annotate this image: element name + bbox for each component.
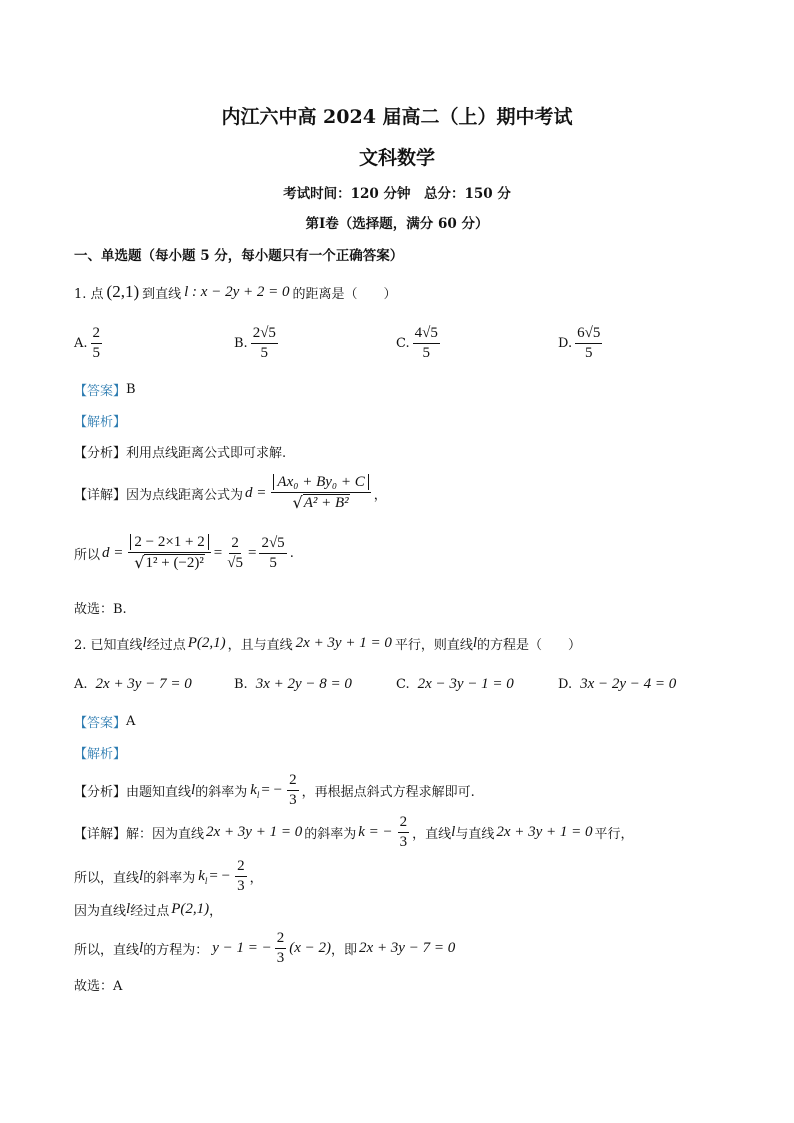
detail-line: 2x + 3y + 1 = 0 [496,824,593,840]
analysis-tag: 【解析】 [74,415,127,430]
q1-so: 所以 d = 2 − 2×1 + 2 √ 1² + (−2)² = $\frac{2}{√5}$ = $\frac{2√5}{5}$ . [74,534,294,572]
detail-text: 解：因为直线 [126,827,205,842]
var-k: k [198,867,205,884]
option-label: A. [74,336,88,351]
answer-value: A [126,714,136,729]
var-k: k [250,781,257,798]
neg-equals: = − [261,782,283,798]
so-numerator: 2 − 2×1 + 2 [130,534,208,550]
analysis-tag: 【解析】 [74,747,127,762]
detail-tag: 【详解】 [74,488,127,503]
so1-text: 的斜率为 [143,871,196,886]
exam-info: 考试时间：120 分钟 总分：150 分 [283,186,511,202]
mid-numerator: 2 [229,535,241,554]
answer-value: B [126,382,136,397]
option-denominator: 5 [260,345,269,361]
q2-analysis [74,743,126,762]
q2-point: P(2,1) [187,635,226,651]
detail-text: 平行， [594,827,634,842]
frac-denominator: 3 [289,792,297,808]
option-numerator: 4√5 [413,325,440,344]
frac-denominator: 3 [276,950,285,966]
option-equation: 3x − 2y − 4 = 0 [580,676,677,692]
var-l: l [451,824,456,840]
pass-text: 经过点 [130,904,170,919]
so-end: . [289,546,294,561]
option-denominator: 5 [584,345,593,361]
detail-k: k = − [358,824,393,840]
q1-option-a [74,325,105,362]
q1-mid: 到直线 [142,286,182,302]
option-label: B. [234,677,248,692]
q2-option-c [396,676,514,693]
eqn-lhs: y − 1 = − [212,940,272,956]
option-denominator: 5 [92,345,101,361]
q2-point: P(2,1) [171,901,210,917]
q2-so1 [74,858,263,895]
equals-sign: = [247,545,257,561]
q2-fenxi [74,772,475,809]
fenxi-text: 的斜率为 [195,785,248,800]
option-label: B. [234,336,248,351]
detail-text: 与直线 [455,827,495,842]
eqn-final: 2x + 3y − 7 = 0 [359,940,456,956]
option-equation: 2x + 3y − 7 = 0 [95,676,192,692]
answer-tag: 【答案】 [74,716,127,731]
frac-numerator: 2 [398,814,410,833]
q2-conclusion: 故选：A [74,979,123,994]
so-denominator: 1² + (−2)² [145,555,204,571]
q1-point: (2,1) [106,282,140,301]
q2-text: 经过点 [146,638,186,653]
frac-numerator: 2 [275,930,287,949]
option-label: C. [396,677,410,692]
so1-text: 所以，直线 [74,871,140,886]
frac-denominator: 3 [399,834,408,850]
result-denominator: 5 [269,555,277,571]
option-numerator: 2√5 [251,325,278,344]
frac-numerator: 2 [287,772,299,791]
q2-option-d [558,676,676,693]
q1-conclusion: 故选：B. [74,602,127,617]
eqn-rhs: (x − 2) [289,940,332,956]
mid-denominator: √5 [227,555,243,571]
option-label: D. [558,677,573,692]
var-l: l [142,635,147,651]
q1-number: 1. 点 [74,286,104,302]
q2-line: 2x + 3y + 1 = 0 [295,635,392,651]
option-label: D. [558,336,573,351]
var-l: l [126,901,131,917]
option-label: A. [74,677,88,692]
pass-end: ， [209,904,223,919]
formula-numerator: Ax₀ + By₀ + C [273,474,368,490]
volume-heading: 第Ⅰ卷（选择题，满分 60 分） [305,216,489,232]
option-label: C. [396,336,410,351]
q1-line: l : x − 2y + 2 = 0 [184,283,290,300]
formula-lhs: d = [245,485,267,501]
frac-denominator: 3 [237,878,245,894]
option-numerator: 6√5 [575,325,602,344]
option-equation: 3x + 2y − 8 = 0 [255,676,352,692]
var-l: l [191,782,196,798]
answer-tag: 【答案】 [74,384,127,399]
fenxi-tag: 【分析】 [74,446,127,461]
detail-text: 因为点线距离公式为 [126,488,244,503]
q2-answer [74,712,135,731]
q2-option-b [234,676,352,693]
so-text: 所以 [74,548,101,563]
q1-analysis [74,411,126,430]
q1-fenxi [74,442,286,461]
frac-numerator: 2 [235,858,247,877]
detail-line: 2x + 3y + 1 = 0 [206,824,303,840]
q1-option-b [234,325,281,362]
eqn-text: 所以，直线 [74,943,140,958]
so1-end: ， [249,871,263,886]
pass-text: 因为直线 [74,904,127,919]
fenxi-text: ，再根据点斜式方程求解即可. [301,785,475,800]
q1-answer [74,380,136,399]
var-k-sub: l [256,789,260,800]
question-2 [74,634,581,653]
fenxi-text: 利用点线距离公式即可求解. [126,446,287,461]
option-denominator: 5 [422,345,430,361]
q2-text: ，且与直线 [227,638,293,653]
equals-sign: = [213,545,223,561]
eqn-text: ，即 [331,943,358,958]
q1-tail: 的距离是（ ） [292,286,397,302]
q2-number: 2. 已知直线 [74,638,143,653]
section-heading: 一、单选题（每小题 5 分，每小题只有一个正确答案） [74,248,404,264]
question-1 [74,282,397,302]
result-numerator: 2√5 [259,535,286,554]
fenxi-tag: 【分析】 [74,785,127,800]
option-numerator: 2 [91,325,103,344]
detail-end: ， [373,488,387,503]
var-l: l [139,940,144,956]
q2-pass [74,900,222,919]
detail-tag: 【详解】 [74,827,127,842]
q1-option-d [558,325,605,362]
q2-detail [74,814,634,851]
q2-text: 的方程是（ ） [477,638,582,653]
detail-text: 的斜率为 [304,827,357,842]
q2-text: 平行，则直线 [394,638,473,653]
var-k-sub: l [204,875,208,886]
page-title: 内江六中高 2024 届高二（上）期中考试 [221,106,573,128]
formula-denominator: A² + B² [303,495,349,511]
eqn-text: 的方程为： [143,943,209,958]
so-lhs: d = [102,545,124,561]
detail-text: ，直线 [412,827,452,842]
q1-option-c [396,325,443,362]
q1-detail: 【详解】 因为点线距离公式为 d = Ax₀ + By₀ + C √ A² + B² ， [74,474,387,512]
neg-equals: = − [209,868,231,884]
option-equation: 2x − 3y − 1 = 0 [417,676,514,692]
var-l: l [139,868,144,884]
var-l: l [472,635,478,651]
fenxi-text: 由题知直线 [126,785,192,800]
page-subtitle: 文科数学 [358,147,435,169]
q2-equation [74,930,455,967]
q2-option-a [74,676,192,693]
